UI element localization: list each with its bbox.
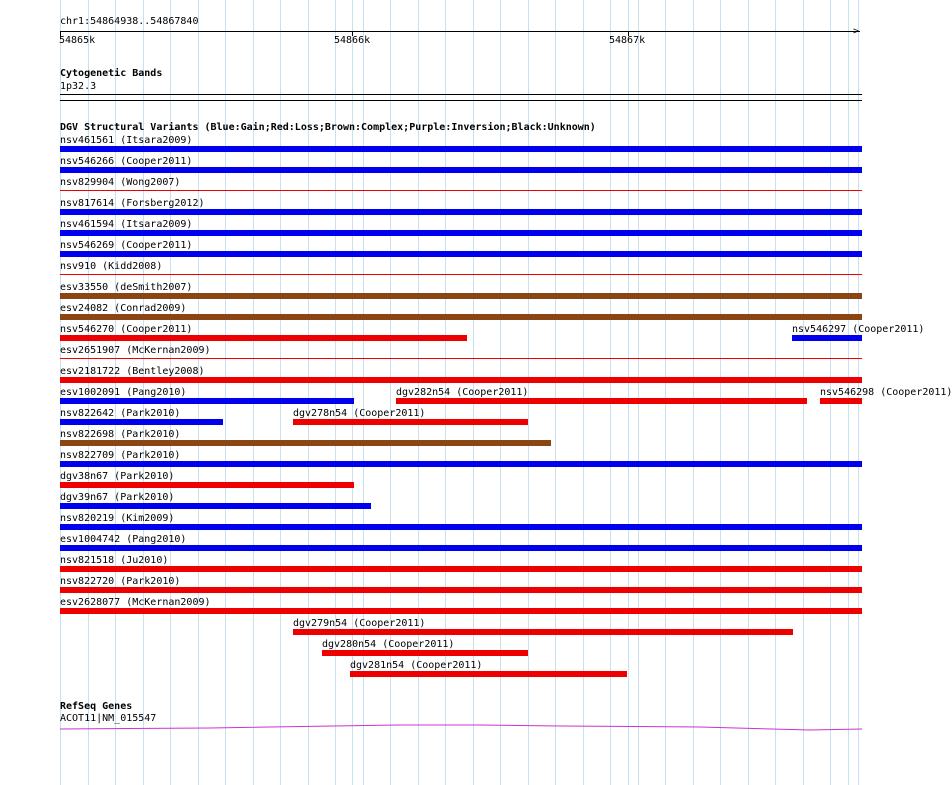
feature-label: dgv278n54 (Cooper2011) [293,408,426,419]
feature-bar-loss[interactable] [60,566,862,572]
feature-label: nsv546298 (Cooper2011) [820,387,952,398]
feature-label: nsv822698 (Park2010) [60,429,181,440]
ruler-position: chr1:54864938..54867840 [60,16,199,27]
feature-bar-loss[interactable] [60,482,354,488]
feature-label: nsv461594 (Itsara2009) [60,219,193,230]
feature-label: dgv38n67 (Park2010) [60,471,175,482]
feature-bar-gain[interactable] [60,398,354,404]
feature-bar-loss[interactable] [60,190,862,191]
feature-bar-gain[interactable] [60,167,862,173]
refseq-track-title[interactable]: RefSeq Genes [60,701,133,712]
feature-label: nsv822642 (Park2010) [60,408,181,419]
feature-bar-gain[interactable] [792,335,862,341]
feature-label: nsv822720 (Park2010) [60,576,181,587]
feature-label: esv1002091 (Pang2010) [60,387,187,398]
feature-bar-gain[interactable] [60,419,223,425]
refseq-gene-label[interactable]: ACOT11|NM_015547 [60,713,157,724]
feature-bar-loss[interactable] [322,650,528,656]
cytoband-line [60,100,862,101]
feature-label: esv1004742 (Pang2010) [60,534,187,545]
feature-bar-gain[interactable] [60,146,862,152]
cytoband-label: 1p32.3 [60,81,97,92]
feature-label: nsv820219 (Kim2009) [60,513,175,524]
feature-label: esv33550 (deSmith2007) [60,282,193,293]
feature-bar-loss[interactable] [350,671,627,677]
feature-label: nsv817614 (Forsberg2012) [60,198,205,209]
feature-bar-loss[interactable] [293,629,793,635]
feature-bar-loss[interactable] [60,274,862,275]
feature-label: nsv829904 (Wong2007) [60,177,181,188]
ruler-tick-label: 54865k [59,35,96,46]
feature-bar-gain[interactable] [60,461,862,467]
feature-label: dgv282n54 (Cooper2011) [396,387,529,398]
cytoband-line [60,94,862,95]
ruler-tick-label: 54866k [334,35,371,46]
feature-label: dgv280n54 (Cooper2011) [322,639,455,650]
feature-label: nsv546269 (Cooper2011) [60,240,193,251]
ruler-tick-label: 54867k [609,35,646,46]
cytoband-track-title[interactable]: Cytogenetic Bands [60,68,163,79]
refseq-gene-model[interactable] [0,718,890,738]
feature-label: dgv281n54 (Cooper2011) [350,660,483,671]
feature-bar-loss[interactable] [60,608,862,614]
feature-label: nsv461561 (Itsara2009) [60,135,193,146]
feature-bar-gain[interactable] [60,209,862,215]
feature-label: nsv546270 (Cooper2011) [60,324,193,335]
feature-bar-loss[interactable] [820,398,862,404]
feature-bar-gain[interactable] [60,230,862,236]
feature-bar-complex[interactable] [60,293,862,299]
feature-label: dgv279n54 (Cooper2011) [293,618,426,629]
feature-label: nsv822709 (Park2010) [60,450,181,461]
feature-label: nsv821518 (Ju2010) [60,555,169,566]
feature-label: esv24082 (Conrad2009) [60,303,187,314]
feature-bar-gain[interactable] [60,251,862,257]
ruler-arrow-icon: > [853,26,860,37]
feature-bar-gain[interactable] [60,524,862,530]
feature-label: esv2181722 (Bentley2008) [60,366,205,377]
feature-bar-loss[interactable] [60,587,862,593]
feature-bar-complex[interactable] [60,440,551,446]
dgv-track-title[interactable]: DGV Structural Variants (Blue:Gain;Red:Loss;Brown:Complex;Purple:Inversion;Black:Unknown) [60,122,596,133]
feature-label: dgv39n67 (Park2010) [60,492,175,503]
feature-bar-loss[interactable] [60,335,467,341]
feature-label: nsv910 (Kidd2008) [60,261,163,272]
feature-label: nsv546297 (Cooper2011) [792,324,925,335]
feature-label: nsv546266 (Cooper2011) [60,156,193,167]
ruler-axis [60,31,860,32]
feature-bar-loss[interactable] [396,398,807,404]
feature-label: esv2628077 (McKernan2009) [60,597,211,608]
gene-intron-line [60,725,862,730]
feature-bar-gain[interactable] [60,545,862,551]
feature-bar-loss[interactable] [60,358,862,359]
feature-label: esv2651907 (McKernan2009) [60,345,211,356]
feature-bar-gain[interactable] [60,503,371,509]
feature-bar-loss[interactable] [293,419,528,425]
feature-bar-complex[interactable] [60,314,862,320]
feature-bar-loss[interactable] [60,377,862,383]
